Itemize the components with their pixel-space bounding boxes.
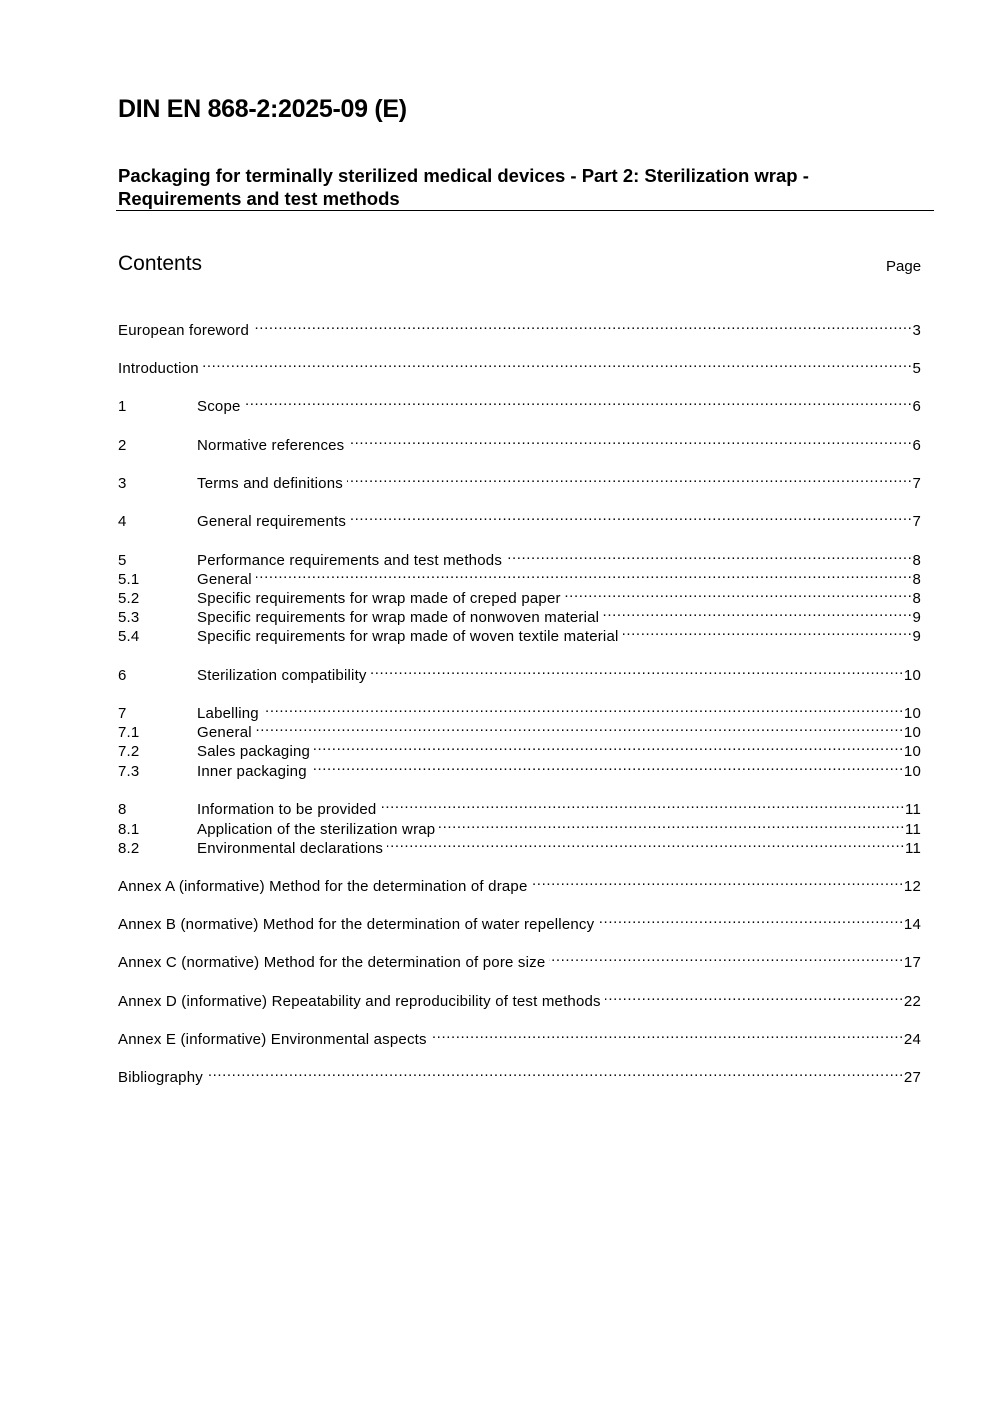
toc-dot-leader bbox=[245, 391, 913, 411]
toc-entry-title: Sales packaging bbox=[197, 743, 311, 760]
document-title-line-1: Packaging for terminally sterilized medical devices - Part 2: Sterilization wrap - bbox=[118, 165, 809, 186]
toc-dot-leader bbox=[347, 468, 913, 488]
toc-dot-leader bbox=[387, 833, 905, 853]
toc-entry-page-number: 6 bbox=[912, 437, 921, 454]
toc-entry[interactable] bbox=[118, 660, 921, 684]
title-underline bbox=[116, 210, 934, 211]
document-title-line-2: Requirements and test methods bbox=[118, 188, 400, 209]
toc-entry-title: Specific requirements for wrap made of nonwoven material bbox=[197, 609, 600, 626]
toc-entry-page-number: 10 bbox=[903, 743, 921, 760]
toc-entry[interactable] bbox=[118, 909, 921, 933]
toc-entry-title: European foreword bbox=[118, 322, 249, 339]
toc-entry-title: Sterilization compatibility bbox=[197, 667, 367, 684]
toc-entry[interactable] bbox=[118, 947, 921, 971]
toc-entry-page-number: 27 bbox=[903, 1069, 921, 1086]
toc-entry-title: Terms and definitions bbox=[197, 475, 343, 492]
toc-dot-leader bbox=[603, 602, 912, 622]
toc-entry[interactable] bbox=[118, 756, 921, 780]
toc-entry-number: 4 bbox=[118, 513, 127, 530]
toc-entry-number: 7 bbox=[118, 705, 127, 722]
toc-entry-number: 5 bbox=[118, 552, 127, 569]
toc-entry-number: 8 bbox=[118, 801, 127, 818]
toc-entry[interactable] bbox=[118, 1024, 921, 1048]
toc-entry-title: Normative references bbox=[197, 437, 345, 454]
toc-entry-number: 2 bbox=[118, 437, 127, 454]
toc-entry-page-number: 3 bbox=[912, 322, 921, 339]
toc-entry-number: 7.2 bbox=[118, 743, 140, 760]
toc-entry-title: Information to be provided bbox=[197, 801, 377, 818]
toc-entry-page-number: 7 bbox=[912, 475, 921, 492]
toc-entry[interactable] bbox=[118, 353, 921, 377]
toc-entry[interactable] bbox=[118, 621, 921, 645]
toc-dot-leader bbox=[565, 583, 913, 603]
toc-dot-leader bbox=[549, 947, 904, 967]
toc-entry-title: Specific requirements for wrap made of woven textile material bbox=[197, 628, 619, 645]
toc-entry-page-number: 17 bbox=[903, 954, 921, 971]
toc-dot-leader bbox=[506, 545, 912, 565]
document-title bbox=[118, 164, 878, 210]
toc-entry-title: General bbox=[197, 724, 252, 741]
toc-entry-page-number: 10 bbox=[903, 667, 921, 684]
toc-entry-number: 1 bbox=[118, 398, 127, 415]
toc-entry-page-number: 11 bbox=[905, 840, 921, 857]
toc-dot-leader bbox=[431, 1024, 904, 1044]
toc-entry-title: Inner packaging bbox=[197, 763, 307, 780]
toc-dot-leader bbox=[311, 756, 904, 776]
toc-entry[interactable] bbox=[118, 315, 921, 339]
toc-entry[interactable] bbox=[118, 794, 921, 818]
toc-entry-page-number: 5 bbox=[912, 360, 921, 377]
toc-entry-title: Application of the sterilization wrap bbox=[197, 821, 436, 838]
toc-entry[interactable] bbox=[118, 602, 921, 626]
toc-entry-number: 5.3 bbox=[118, 609, 140, 626]
toc-entry-number: 7.3 bbox=[118, 763, 140, 780]
toc-entry[interactable] bbox=[118, 986, 921, 1010]
toc-entry-page-number: 10 bbox=[903, 705, 921, 722]
toc-entry-page-number: 10 bbox=[903, 763, 921, 780]
toc-entry-page-number: 24 bbox=[903, 1031, 921, 1048]
toc-entry-title: General bbox=[197, 571, 252, 588]
toc-entry-page-number: 11 bbox=[905, 821, 921, 838]
toc-entry[interactable] bbox=[118, 1062, 921, 1086]
document-identifier: DIN EN 868-2:2025-09 (E) bbox=[118, 95, 407, 123]
toc-entry[interactable] bbox=[118, 430, 921, 454]
toc-entry-number: 5.2 bbox=[118, 590, 140, 607]
toc-entry[interactable] bbox=[118, 468, 921, 492]
toc-entry-title: Scope bbox=[197, 398, 241, 415]
toc-entry-number: 8.1 bbox=[118, 821, 140, 838]
toc-entry-page-number: 8 bbox=[912, 590, 921, 607]
toc-entry-page-number: 8 bbox=[912, 552, 921, 569]
toc-entry-page-number: 6 bbox=[912, 398, 921, 415]
toc-entry-page-number: 11 bbox=[905, 801, 921, 818]
toc-entry-page-number: 10 bbox=[903, 724, 921, 741]
toc-entry-page-number: 22 bbox=[903, 993, 921, 1010]
toc-entry-title: Annex C (normative) Method for the determination of pore size bbox=[118, 954, 546, 971]
toc-entry-page-number: 8 bbox=[912, 571, 921, 588]
toc-entry-title: Annex D (informative) Repeatability and reproducibility of test methods bbox=[118, 993, 601, 1010]
toc-dot-leader bbox=[371, 660, 904, 680]
toc-entry-page-number: 9 bbox=[912, 609, 921, 626]
contents-heading: Contents bbox=[118, 252, 203, 275]
toc-entry[interactable] bbox=[118, 736, 921, 760]
toc-entry[interactable] bbox=[118, 391, 921, 415]
toc-entry-title: General requirements bbox=[197, 513, 347, 530]
toc-dot-leader bbox=[256, 564, 913, 584]
toc-entry-page-number: 14 bbox=[903, 916, 921, 933]
toc-entry-page-number: 7 bbox=[912, 513, 921, 530]
toc-dot-leader bbox=[203, 353, 913, 373]
toc-entry-title: Annex E (informative) Environmental aspects bbox=[118, 1031, 427, 1048]
toc-entry-page-number: 9 bbox=[912, 628, 921, 645]
toc-entry[interactable] bbox=[118, 698, 921, 722]
toc-entry[interactable] bbox=[118, 814, 921, 838]
toc-dot-leader bbox=[253, 315, 912, 335]
toc-entry-number: 8.2 bbox=[118, 840, 140, 857]
toc-dot-leader bbox=[532, 871, 904, 891]
toc-dot-leader bbox=[263, 698, 904, 718]
toc-entry[interactable] bbox=[118, 871, 921, 895]
toc-entry[interactable] bbox=[118, 583, 921, 607]
toc-entry-number: 5.4 bbox=[118, 628, 140, 645]
toc-entry-title: Bibliography bbox=[118, 1069, 203, 1086]
toc-entry[interactable] bbox=[118, 564, 921, 588]
toc-entry-title: Labelling bbox=[197, 705, 259, 722]
toc-entry-title: Annex A (informative) Method for the determination of drape bbox=[118, 878, 528, 895]
toc-entry-title: Introduction bbox=[118, 360, 199, 377]
toc-entry-number: 5.1 bbox=[118, 571, 140, 588]
toc-entry-number: 6 bbox=[118, 667, 127, 684]
toc-entry-page-number: 12 bbox=[903, 878, 921, 895]
toc-entry-title: Performance requirements and test methods bbox=[197, 552, 503, 569]
toc-entry-title: Specific requirements for wrap made of creped paper bbox=[197, 590, 561, 607]
toc-entry[interactable] bbox=[118, 833, 921, 857]
toc-dot-leader bbox=[256, 717, 904, 737]
toc-entry-title: Environmental declarations bbox=[197, 840, 384, 857]
toc-dot-leader bbox=[314, 736, 904, 756]
page-column-label: Page bbox=[886, 258, 922, 275]
toc-dot-leader bbox=[350, 506, 912, 526]
toc-dot-leader bbox=[605, 986, 904, 1006]
toc-entry[interactable] bbox=[118, 717, 921, 741]
toc-dot-leader bbox=[380, 794, 905, 814]
toc-entry-number: 3 bbox=[118, 475, 127, 492]
toc-entry[interactable] bbox=[118, 545, 921, 569]
toc-entry-title: Annex B (normative) Method for the determination of water repellency bbox=[118, 916, 595, 933]
toc-dot-leader bbox=[623, 621, 913, 641]
toc-dot-leader bbox=[207, 1062, 904, 1082]
toc-entry-number: 7.1 bbox=[118, 724, 140, 741]
toc-entry[interactable] bbox=[118, 506, 921, 530]
toc-dot-leader bbox=[348, 430, 912, 450]
toc-dot-leader bbox=[598, 909, 904, 929]
toc-dot-leader bbox=[439, 814, 905, 834]
